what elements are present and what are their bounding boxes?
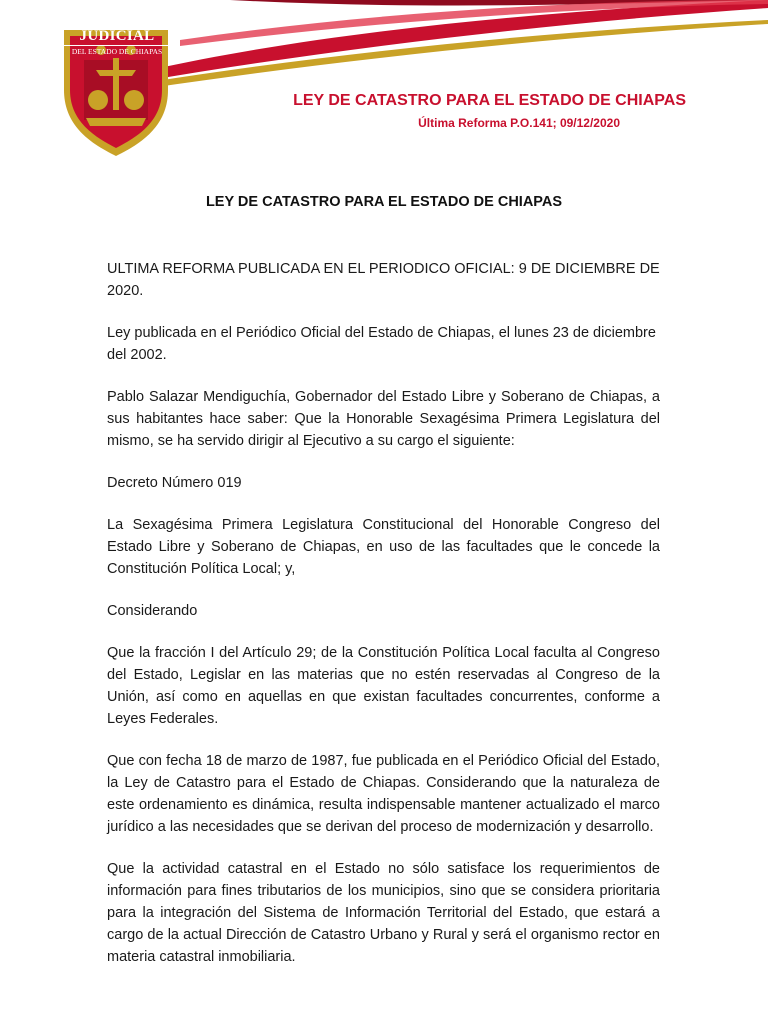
paragraph: La Sexagésima Primera Legislatura Constitucional del Honorable Congreso del Estado Libre y Soberano de Chiapas, en uso de las facultades que le concede la Constitución Política Local; y, — [107, 517, 660, 577]
document-body — [107, 258, 660, 988]
paragraph: Pablo Salazar Mendiguchía, Gobernador del Estado Libre y Soberano de Chiapas, a sus habitantes hace saber: Que la Honorable Sexagésima Primera Legislatura del mismo, se ha servido dirigir al Ejecutivo a su cargo el siguiente: — [107, 389, 660, 449]
paragraph: Que la actividad catastral en el Estado no sólo satisface los requerimientos de información para fines tributarios de los municipios, sino que se considera prioritaria para la integración del Sistema de Información Territorial del Estado, que estará a cargo de la actual Dirección de Catastro Urbano y Rural y será el organismo rector en materia catastral inmobiliaria. — [107, 861, 660, 965]
seal-brand: PODER JUDICIAL — [79, 12, 155, 44]
paragraph: Considerando — [107, 603, 198, 619]
document-title: LEY DE CATASTRO PARA EL ESTADO DE CHIAPAS — [205, 194, 563, 210]
paragraph: Que la fracción I del Artículo 29; de la Constitución Política Local faculta al Congreso del Estado, Legislar en las materias que no estén reservadas al Congreso de la Unión, así como en aquellas en que existan facultades concurrentes, conforme a Leyes Federales. — [107, 645, 660, 727]
paragraph: Decreto Número 019 — [107, 475, 242, 491]
header-law-title: LEY DE CATASTRO PARA EL ESTADO DE CHIAPAS — [293, 92, 686, 109]
paragraph: ULTIMA REFORMA PUBLICADA EN EL PERIODICO OFICIAL: 9 DE DICIEMBRE DE 2020. — [107, 261, 660, 299]
seal-subtitle: DEL ESTADO DE CHIAPAS — [58, 45, 176, 56]
header-last-reform: Última Reforma P.O.141; 09/12/2020 — [418, 116, 620, 130]
paragraph: Que con fecha 18 de marzo de 1987, fue publicada en el Periódico Oficial del Estado, la Ley de Catastro para el Estado de Chiapas. Considerando que la naturaleza de este ordenamiento es dinámica, resulta indispensable mantener actualizado el marco jurídico a las necesidades que se derivan del proceso de modernización y desarrollo. — [107, 753, 660, 835]
seal-wordmark — [58, 12, 176, 56]
paragraph: Ley publicada en el Periódico Oficial del Estado de Chiapas, el lunes 23 de diciembre del 2002. — [107, 325, 656, 363]
